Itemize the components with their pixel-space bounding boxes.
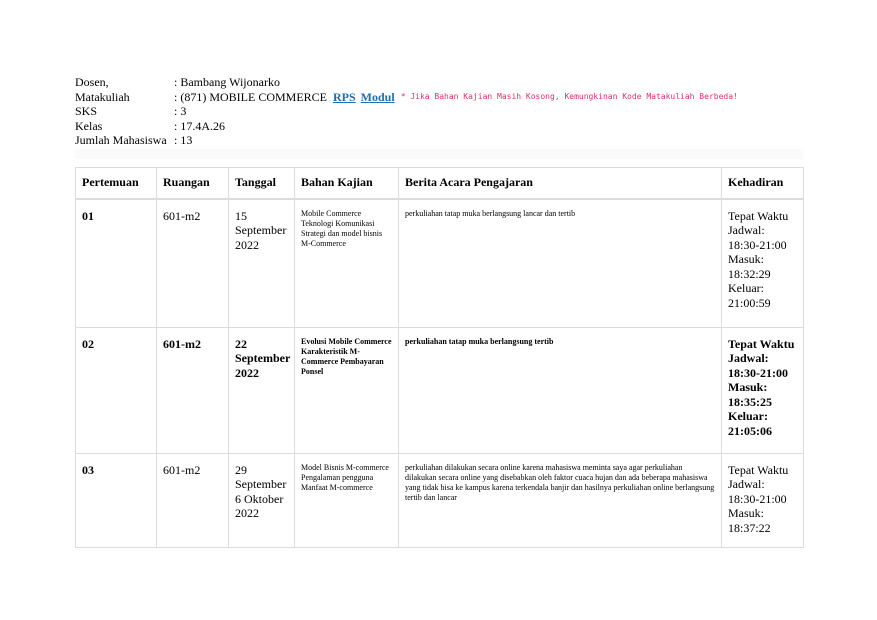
- jumlah-value: : 13: [174, 133, 193, 147]
- kelas-value: : 17.4A.26: [174, 118, 225, 133]
- attendance-line: 18:32:29: [728, 266, 771, 281]
- attendance-table: [75, 167, 804, 548]
- sks-value: : 3: [174, 104, 187, 118]
- info-jumlah-mahasiswa: [75, 133, 803, 148]
- cell-bahan-kajian: Mobile Commerce Teknologi Komunikasi Strategi dan model bisnis M-Commerce: [295, 199, 399, 328]
- attendance-line: Jadwal:: [728, 351, 769, 365]
- modul-link[interactable]: Modul: [360, 89, 395, 104]
- cell-tanggal: [229, 327, 295, 453]
- cell-bahan-kajian: Evolusi Mobile Commerce Karakteristik M-Commerce Pembayaran Ponsel: [295, 327, 399, 453]
- cell-bahan-kajian: Model Bisnis M-commerce Pengalaman pengguna Manfaat M-commerce: [295, 453, 399, 547]
- info-matakuliah: [75, 90, 803, 105]
- date-line: 29: [235, 462, 247, 477]
- attendance-line: Masuk:: [728, 252, 764, 266]
- cell-ruangan: 601-m2: [157, 199, 229, 328]
- sks-label: SKS: [75, 104, 98, 118]
- attendance-line: Masuk:: [728, 380, 768, 394]
- attendance-line: Masuk:: [728, 506, 764, 520]
- matakuliah-value: : (871) MOBILE COMMERCE: [174, 89, 327, 104]
- cell-berita-acara: perkuliahan tatap muka berlangsung tertib: [399, 327, 722, 453]
- matakuliah-label: Matakuliah: [75, 89, 130, 104]
- date-line: 22: [235, 336, 247, 351]
- attendance-line: 21:00:59: [728, 295, 771, 310]
- date-line: 2022: [235, 365, 259, 380]
- course-links: [333, 90, 400, 105]
- attendance-line: 18:30-21:00: [728, 365, 788, 380]
- attendance-line: Tepat Waktu: [728, 208, 789, 223]
- header-bahan-kajian: Bahan Kajian: [295, 167, 399, 199]
- header-pertemuan: Pertemuan: [76, 167, 157, 199]
- cell-kehadiran: [722, 199, 804, 328]
- table-row: [76, 199, 804, 328]
- header-tanggal: Tanggal: [229, 167, 295, 199]
- header-ruangan: Ruangan: [157, 167, 229, 199]
- info-kelas: [75, 119, 803, 134]
- info-sks: [75, 104, 803, 119]
- header-kehadiran: Kehadiran: [722, 167, 804, 199]
- date-line: 2022: [235, 237, 259, 252]
- cell-ruangan: 601-m2: [157, 327, 229, 453]
- date-line: September: [235, 223, 287, 237]
- attendance-line: 18:30-21:00: [728, 237, 787, 252]
- course-code-note: * Jika Bahan Kajian Masih Kosong, Kemungkinan Kode Matakuliah Berbeda!: [400, 91, 738, 101]
- attendance-line: 18:37:22: [728, 520, 771, 535]
- attendance-line: 21:05:06: [728, 423, 772, 438]
- date-line: 6 Oktober: [235, 491, 284, 506]
- table-row: [76, 327, 804, 453]
- cell-pertemuan: 01: [76, 199, 157, 328]
- cell-berita-acara: perkuliahan tatap muka berlangsung lancar dan tertib: [399, 199, 722, 328]
- cell-kehadiran: [722, 327, 804, 453]
- page: [75, 75, 803, 548]
- cell-tanggal: [229, 199, 295, 328]
- kelas-label: Kelas: [75, 118, 103, 133]
- cell-berita-acara: perkuliahan dilakukan secara online karena mahasiswa meminta saya agar perkuliahan dilakukan secara online yang disebabkan oleh faktor cuaca hujan dan ada beberapa mahasiswa yang tidak bisa ke kampus karena terkendala banjir dan hasilnya perkuliahan online berlangsung tertib dan lancar: [399, 453, 722, 547]
- date-line: 2022: [235, 506, 259, 520]
- header-berita-acara: Berita Acara Pengajaran: [399, 167, 722, 199]
- date-line: September: [235, 351, 291, 365]
- attendance-line: 18:35:25: [728, 394, 772, 409]
- attendance-line: Jadwal:: [728, 223, 765, 237]
- attendance-line: Keluar:: [728, 281, 764, 295]
- dosen-label: Dosen,: [75, 75, 109, 89]
- date-line: 15: [235, 208, 247, 223]
- attendance-line: Tepat Waktu: [728, 336, 795, 351]
- dosen-value: : Bambang Wijonarko: [174, 75, 280, 89]
- jumlah-label: Jumlah Mahasiswa: [75, 133, 167, 147]
- rps-link[interactable]: RPS: [333, 89, 356, 104]
- cell-ruangan: 601-m2: [157, 453, 229, 547]
- attendance-line: Keluar:: [728, 409, 768, 423]
- info-dosen: [75, 75, 803, 90]
- cell-kehadiran: [722, 453, 804, 547]
- date-line: September: [235, 477, 287, 491]
- attendance-line: Jadwal:: [728, 477, 765, 491]
- divider-band: [75, 149, 803, 159]
- attendance-line: Tepat Waktu: [728, 462, 789, 477]
- table-header-row: [76, 167, 804, 199]
- course-info: [75, 75, 803, 148]
- cell-pertemuan: 03: [76, 453, 157, 547]
- table-row: [76, 453, 804, 547]
- cell-pertemuan: 02: [76, 327, 157, 453]
- cell-tanggal: [229, 453, 295, 547]
- attendance-line: 18:30-21:00: [728, 491, 787, 506]
